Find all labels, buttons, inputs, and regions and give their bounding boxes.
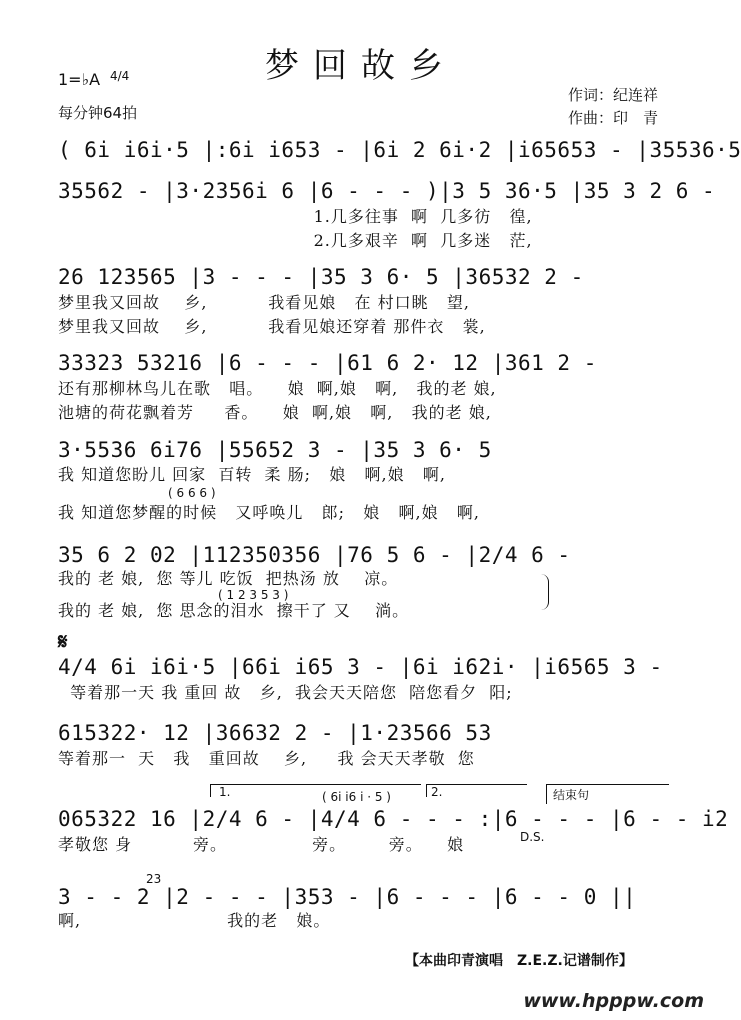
volta-2-label: 2. (431, 785, 443, 799)
staff-line: 065322 16 |2/4 6 - |4/4 6 - - - :|6 - - - |6 - - i2 (58, 807, 729, 831)
lyric-line: 孝敬您 身 旁。 旁。 旁。 娘 (58, 835, 465, 854)
key-signature: 1=♭A 4/4 (58, 69, 130, 89)
site-watermark: www.hpppw.com (523, 990, 704, 1012)
time-signature: 4/4 (110, 69, 130, 83)
credits (568, 84, 658, 130)
staff-line: 3·5536 6i76 |55652 3 - |35 3 6· 5 (58, 438, 492, 462)
lyric-line: 池塘的荷花飘着芳 香。 娘 啊,娘 啊, 我的老 娘, (58, 403, 492, 422)
lyric-line: 我 知道您盼儿 回家 百转 柔 肠; 娘 啊,娘 啊, (58, 465, 446, 484)
lyricist: 作词：纪连祥 (568, 86, 659, 104)
lyric-line: 等着那一天 我 重回 故 乡, 我会天天陪您 陪您看夕 阳; (58, 683, 513, 702)
credit-footer: 【本曲印青演唱 Z.E.Z.记谱制作】 (405, 953, 633, 969)
composer: 作曲：印 青 (568, 109, 659, 127)
staff-line: 35 6 2 02 |112350356 |76 5 6 - |2/4 6 - (58, 543, 571, 567)
tempo-marking: 每分钟64拍 (58, 104, 138, 122)
inner-parenthesis-notes: ( 6 6 6 ) (168, 486, 216, 500)
lyric-line: 我的 老 娘, 您 等儿 吃饭 把热汤 放 凉。 (58, 569, 399, 588)
grace-notes: 23 (146, 872, 162, 886)
verse-bracket (540, 574, 549, 610)
lyric-line: 2.几多艰辛 啊 几多迷 茫, (58, 231, 533, 250)
inner-parenthesis-notes: ( 6i i6 i · 5 ) (322, 790, 391, 804)
staff-line: 4/4 6i i6i·5 |66i i65 3 - |6i i62i· |i6565 3 - (58, 655, 663, 679)
lyric-line: 啊, 我的老 娘。 (58, 911, 331, 930)
ds-mark: D.S. (520, 830, 545, 844)
staff-line: 3 - - 2 |2 - - - |353 - |6 - - - |6 - - 0 || (58, 885, 637, 909)
volta-1-label: 1. (219, 785, 231, 799)
staff-line: 615322· 12 |36632 2 - |1·23566 53 (58, 721, 492, 745)
page-title: 梦回故乡 (265, 46, 457, 86)
lyric-line: 我的 老 娘, 您 思念的泪水 擦干了 又 淌。 (58, 601, 410, 620)
lyric-line: 还有那柳林鸟儿在歌 唱。 娘 啊,娘 啊, 我的老 娘, (58, 379, 497, 398)
lyric-line: 我 知道您梦醒的时候 又呼唤儿 郎; 娘 啊,娘 啊, (58, 503, 480, 522)
staff-line: 35562 - |3·2356i 6 |6 - - - )|3 5 36·5 |35 3 2 6 - (58, 179, 716, 203)
volta-2-bracket (426, 784, 527, 797)
ending-mark: 结束句 (546, 784, 669, 804)
staff-line: 33323 53216 |6 - - - |61 6 2· 12 |361 2 - (58, 351, 597, 375)
inner-parenthesis-notes: ( 1 2 3 5 3 ) (218, 588, 289, 602)
lyric-line: 梦里我又回故 乡, 我看见娘还穿着 那件衣 裳, (58, 317, 486, 336)
staff-line: ( 6i i6i·5 |:6i i653 - |6i 2 6i·2 |i65653 - |35536·5 (58, 138, 741, 162)
lyric-line: 1.几多往事 啊 几多彷 徨, (58, 207, 533, 226)
segno-sign: 𝄋 (58, 630, 68, 655)
lyric-line: 等着那一 天 我 重回故 乡, 我 会天天孝敬 您 (58, 749, 475, 768)
lyric-line: 梦里我又回故 乡, 我看见娘 在 村口眺 望, (58, 293, 470, 312)
staff-line: 26 123565 |3 - - - |35 3 6· 5 |36532 2 - (58, 265, 584, 289)
